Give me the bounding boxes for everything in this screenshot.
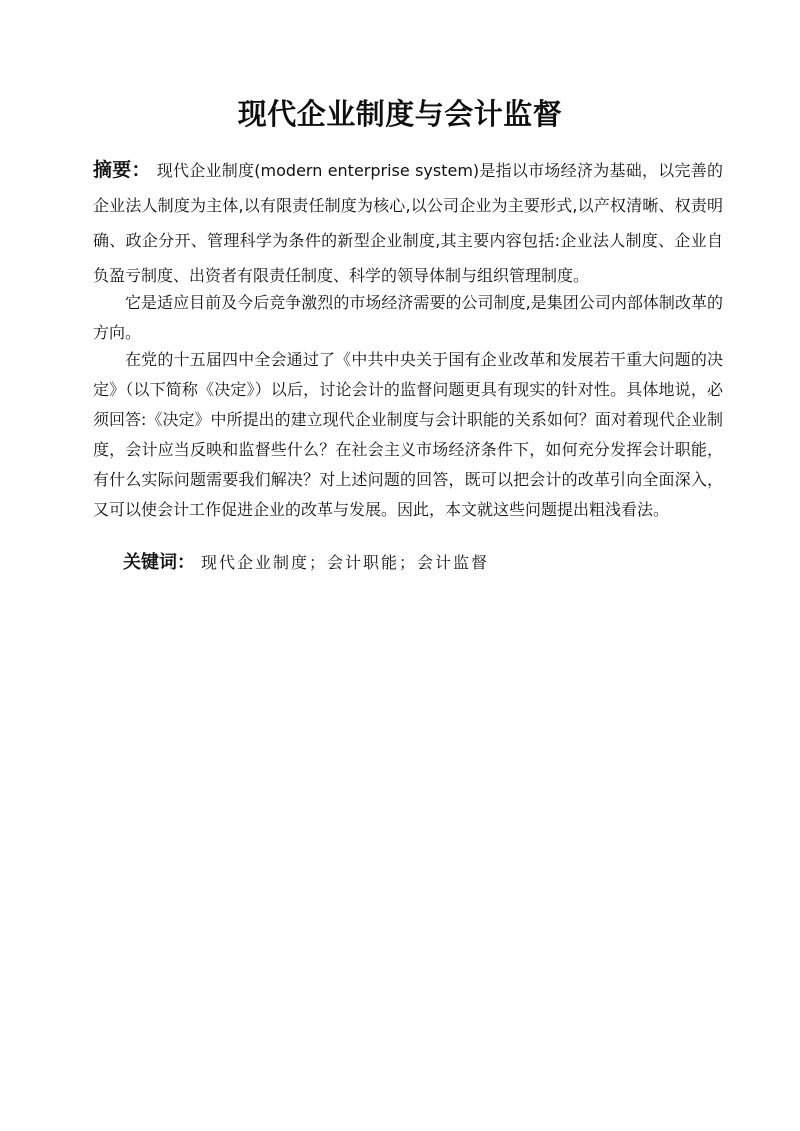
document-title: 现代企业制度与会计监督 — [237, 97, 563, 131]
body-paragraph-3: 在党的十五届四中全会通过了《中共中央关于国有企业改革和发展若干重大问题的决定》（以下简称《决定》）以后，讨论会计的监督问题更具有现实的针对性。具体地说，必须回答:《决定》中所提出的建立现代企业制度与会计职能的关系如何？面对着现代企业制度，会计应当反映和监督些什么？在社会主义市场经济条件下，如何充分发挥会计职能，有什么实际问题需要我们解决？对上述问题的回答，既可以把会计的改革引向全面深入，又可以使会计工作促进企业的改革与发展。因此，本文就这些问题提出粗浅看法。 — [93, 350, 723, 519]
abstract-label: 摘要： — [93, 159, 151, 181]
abstract-paragraph — [93, 153, 723, 293]
keywords-line — [123, 548, 489, 578]
keywords-text: 现代企业制度；会计职能；会计监督 — [201, 553, 490, 572]
keywords-label: 关键词： — [123, 552, 195, 573]
abstract-text: 现代企业制度(modern enterprise system)是指以市场经济为基础，以完善的企业法人制度为主体,以有限责任制度为核心,以公司企业为主要形式,以产权清晰、权责明确、政企分开、管理科学为条件的新型企业制度,其主要内容包括:企业法人制度、企业自负盈亏制度、出资者有限责任制度、科学的领导体制与组织管理制度。 — [93, 161, 723, 285]
body-paragraph-2: 它是适应目前及今后竞争激烈的市场经济需要的公司制度,是集团公司内部体制改革的方向。 — [93, 293, 723, 342]
